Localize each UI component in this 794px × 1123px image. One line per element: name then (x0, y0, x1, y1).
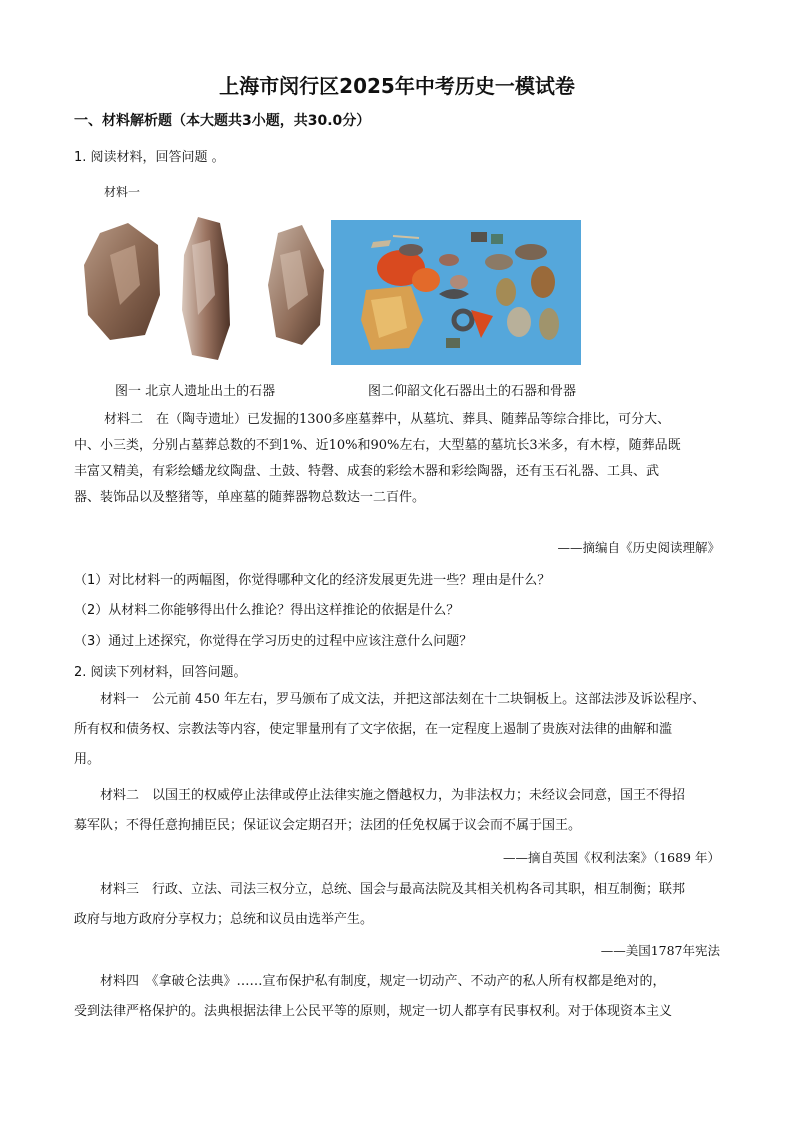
q2-material-4-line: 材料四 《拿破仑法典》……宣布保护私有制度，规定一切动产、不动产的私人所有权都是绝对的， (100, 974, 666, 989)
q2-material-3-block (74, 880, 720, 930)
material-2-line: 材料二 在（陶寺遗址）已发掘的1300多座墓葬中，从墓坑、葬具、随葬品等综合排比，可分大、 (104, 412, 671, 427)
q2-material-1-line: 材料一 公元前 450 年左右，罗马颁布了成文法，并把这部法刻在十二块铜板上。这部法涉及诉讼程序、 (100, 692, 706, 707)
question-2-stem: 2. 阅读下列材料，回答问题。 (74, 665, 247, 680)
q2-material-1-block (74, 690, 720, 770)
sub-question-1: （1）对比材料一的两幅图，你觉得哪种文化的经济发展更先进一些？理由是什么？ (74, 573, 551, 588)
material-2-line: 丰富又精美，有彩绘蟠龙纹陶盘、土鼓、特磬、成套的彩绘木器和彩绘陶器，还有玉石礼器、工具、武 (74, 464, 660, 479)
material-2-source: ——摘编自《历史阅读理解》 (557, 540, 720, 555)
figure-artifacts (331, 220, 581, 365)
q2-material-2-source: ——摘自英国《权利法案》（1689 年） (502, 850, 720, 865)
stone-tools-illustration (80, 215, 330, 365)
figure-1-caption: 图一 北京人遗址出土的石器 (115, 384, 276, 399)
material-2-block (74, 410, 720, 508)
q2-material-2-line: 材料二 以国王的权威停止法律或停止法律实施之僭越权力，为非法权力；未经议会同意，国王不得招 (100, 788, 686, 803)
q2-material-4-block (74, 972, 720, 1022)
material-2-line: 器、装饰品以及整猪等，单座墓的随葬器物总数达一二百件。 (74, 490, 426, 505)
q2-material-1-line: 所有权和债务权、宗教法等内容，使定罪量刑有了文字依据，在一定程度上遏制了贵族对法律的曲解和滥 (74, 722, 673, 737)
section-heading: 一、材料解析题（本大题共3小题，共30.0分） (74, 113, 371, 129)
q2-material-2-line: 募军队；不得任意拘捕臣民；保证议会定期召开；法团的任免权属于议会而不属于国王。 (74, 818, 582, 833)
q2-material-3-line: 材料三 行政、立法、司法三权分立，总统、国会与最高法院及其相关机构各司其职，相互制衡；联邦 (100, 882, 686, 897)
material-2-line: 中、小三类，分别占墓葬总数的不到1%、近10%和90%左右，大型墓的墓坑长3米多，有木椁，随葬品既 (74, 438, 681, 453)
q2-material-1-line: 用。 (74, 752, 101, 767)
artifacts-illustration (331, 220, 581, 365)
sub-question-2: （2）从材料二你能够得出什么推论？得出这样推论的依据是什么？ (74, 603, 460, 618)
sub-question-3: （3）通过上述探究，你觉得在学习历史的过程中应该注意什么问题？ (74, 634, 473, 649)
q2-material-4-line: 受到法律严格保护的。法典根据法律上公民平等的原则，规定一切人都享有民事权利。对于体现资本主义 (74, 1004, 673, 1019)
q2-material-3-source: ——美国1787年宪法 (600, 943, 720, 958)
figure-2-caption: 图二仰韶文化石器出土的石器和骨器 (368, 384, 577, 399)
figure-stone-tools (80, 215, 330, 365)
material-1-label: 材料一 (104, 185, 141, 199)
q2-material-3-line: 政府与地方政府分享权力；总统和议员由选举产生。 (74, 912, 374, 927)
page-title: 上海市闵行区2025年中考历史一模试卷 (219, 74, 575, 98)
question-1-stem: 1. 阅读材料，回答问题 。 (74, 150, 225, 165)
q2-material-2-block (74, 786, 720, 836)
